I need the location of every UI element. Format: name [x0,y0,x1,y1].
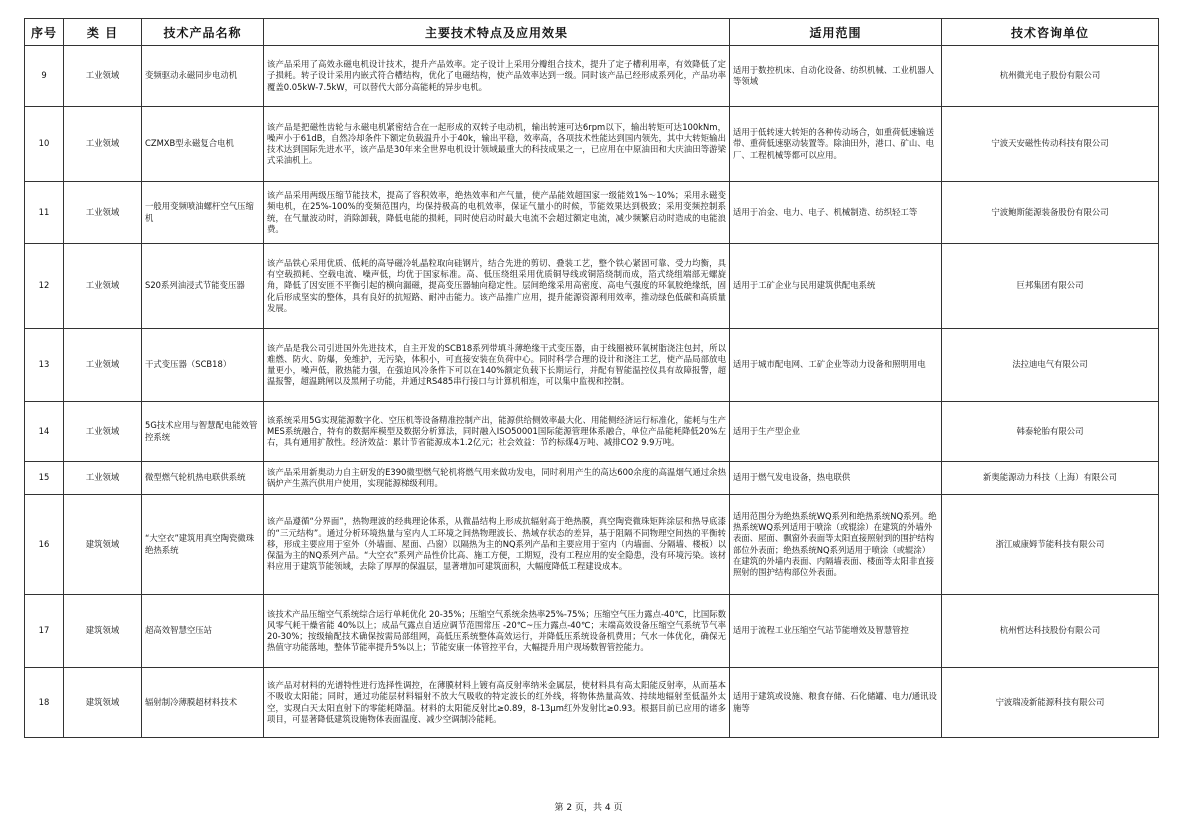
row-no: 9 [25,46,64,107]
header-unit: 技术咨询单位 [942,19,1159,46]
row-unit: 巨邦集团有限公司 [942,244,1159,329]
row-no: 12 [25,244,64,329]
row-unit: 韩泰轮胎有限公司 [942,402,1159,462]
row-field: 工业领域 [64,329,142,402]
row-features: 该产品采用新奥动力自主研发的E390微型燃气轮机将燃气用来做功发电，同时利用产生的高达600余度的高温烟气通过余热锅炉产生蒸汽供用户使用，实现能源梯级利用。 [264,462,730,495]
table-row [25,182,1159,244]
row-scope: 适用于数控机床、自动化设备、纺织机械、工业机器人等领域 [730,46,942,107]
row-no: 11 [25,182,64,244]
row-scope: 适用于建筑或设施、粮食存储、石化储罐、电力/通讯设施等 [730,668,942,738]
row-features: 该产品遵循“分界面”，热物理波的经典理论体系，从微晶结构上形成抗辐射高于绝热膜，真空陶瓷微珠矩阵涂层和热导底漆的“三元结构”。通过分析环境热量与室内人工环境之间热物理波长、热域存状态的差异，基于阻隔不同物理空间热的平衡转移，形成主要应用于室外（外墙面、屋面、凸窗）以隔热为主的NQ系列产品和主要应用于室内（内墙面、分隔墙、楼板）以保温为主的NQ系列产品。“大空衣”系列产品性价比高、施工方便，工期短，没有工程应用的安全隐患，没有环境污染。该材料应用于建筑节能领域，去除了厚厚的保温层，显著增加可建筑面积，大幅度降低工程建设成本。 [264,495,730,595]
row-no: 13 [25,329,64,402]
row-scope: 适用于燃气发电设备，热电联供 [730,462,942,495]
row-no: 16 [25,495,64,595]
row-name: 一般用变频喷油螺杆空气压缩机 [142,182,264,244]
table-row [25,462,1159,495]
row-field: 建筑领域 [64,495,142,595]
row-no: 10 [25,107,64,182]
row-name: 超高效智慧空压站 [142,595,264,668]
row-name: 辐射制冷薄膜超材料技术 [142,668,264,738]
row-features: 该产品采用两级压缩节能技术，提高了容积效率，绝热效率和产气量，使产品能效超国家一级能效1%～10%；采用永磁变频电机，在25%-100%的变频范围内，均保持极高的电机效率，保证气量小的时候，节能效果达到极致；采用变频控制系统，在气量波动时，消除卸载，降低电能的损耗，同时使启动时最大电流不会超过额定电流，减少频繁启动时造成的电能浪费。 [264,182,730,244]
row-unit: 宁波天安磁性传动科技有限公司 [942,107,1159,182]
row-name: 干式变压器（SCB18） [142,329,264,402]
row-features: 该系统采用5G实现能源数字化、空压机等设备精准控制产出，能源供给侧效率最大化、用能侧经济运行标准化，能耗与生产MES系统融合，特有的数据库模型及数据分析算法，同时融入ISO50001国际能源管理体系融合，单位产品能耗降低20%左右，具有通用扩散性。经济效益：累计节省能源成本1.2亿元；社会效益：节约标煤4万吨、减排CO2 9.9万吨。 [264,402,730,462]
row-field: 工业领域 [64,182,142,244]
row-unit: 杭州哲达科技股份有限公司 [942,595,1159,668]
table-header-row [25,19,1159,46]
row-features: 该产品对材料的光谱特性进行选择性调控，在薄膜材料上镀有高反射率纳米金属层，使材料具有高太阳能反射率，从而基本不吸收太阳能；同时，通过功能层材料辐射不放大气吸收的特定波长的红外线，将物体热量高效、持续地辐射至低温外太空，实现白天太阳直射下的零能耗降温。材料的太阳能反射比≥0.89，8-13μm红外发射比≥0.93。根据目前已应用的诸多项目，可显著降低建筑设施物体表面温度、减少空调制冷能耗。 [264,668,730,738]
row-features: 该产品是把磁性齿轮与永磁电机紧密结合在一起形成的双转子电动机，输出转速可达6rpm以下，输出转矩可达100kNm，噪声小于61dB，自然冷却条件下额定负载温升小于40k，输出平稳，效率高，各项技术性能达到国内领先，其中大转矩输出技术达到国际先进水平，该产品是30年来全世界电机设计领域最重大的科技成果之一，已应用在中原油田和大庆油田等游梁式采油机上。 [264,107,730,182]
row-unit: 新奥能源动力科技（上海）有限公司 [942,462,1159,495]
row-no: 18 [25,668,64,738]
table-row [25,595,1159,668]
table-row [25,668,1159,738]
row-scope: 适用于冶金、电力、电子、机械制造、纺织轻工等 [730,182,942,244]
row-scope: 适用于低转速大转矩的各种传动场合，如重荷低速输送带、重荷低速驱动装置等。除油田外，港口、矿山、电厂、工程机械等都可以应用。 [730,107,942,182]
row-features: 该技术产品压缩空气系统综合运行单耗优化 20-35%；压缩空气系统余热率25%-75%；压缩空气压力露点-40℃，比国际数风零气耗干燥省能 40%以上；成品气露点自适应调节范围常压 -20℃~压力露点-40℃；末端高效设备压缩空气系统节气率 20-30%；按级输配技术确保按需局部组网，高低压系统整体高效运行，并降低压系统设备机费用；气水一体优化，确保无热值守功能落地，整体节能率提升5%以上；节能安康一体管控平台，大幅提升用户现场数智管控能力。 [264,595,730,668]
row-field: 工业领域 [64,46,142,107]
row-features: 该产品是我公司引进国外先进技术，自主开发的SCB18系列带填斗薄绝缘干式变压器，由于线圈被环氧树脂浇注包封，所以难燃、防火、防爆，免维护，无污染，体积小，可直接安装在负荷中心。同时科学合理的设计和浇注工艺，使产品局部放电量更小，噪声低，散热能力强，在强迫风冷条件下可以在140%额定负载下长期运行，并配有智能温控仪具有故障报警，超温报警，超温跳闸以及黑闸子功能，并通过RS485串行接口与计算机相连，可以集中监视和控制。 [264,329,730,402]
table-row [25,244,1159,329]
row-field: 工业领域 [64,402,142,462]
header-scope: 适用范围 [730,19,942,46]
row-unit: 浙江威康姆节能科技有限公司 [942,495,1159,595]
row-field: 工业领域 [64,107,142,182]
row-unit: 法拉迪电气有限公司 [942,329,1159,402]
table-row [25,107,1159,182]
header-no: 序号 [25,19,64,46]
row-name: S20系列油浸式节能变压器 [142,244,264,329]
row-field: 建筑领域 [64,668,142,738]
page-footer: 第 2 页，共 4 页 [554,803,623,813]
row-name: 变频驱动永磁同步电动机 [142,46,264,107]
row-no: 15 [25,462,64,495]
row-no: 17 [25,595,64,668]
header-name: 技术产品名称 [142,19,264,46]
row-name: 微型燃气轮机热电联供系统 [142,462,264,495]
technology-catalog-table [24,18,1159,738]
row-name: “大空衣”建筑用真空陶瓷微珠绝热系统 [142,495,264,595]
header-features: 主要技术特点及应用效果 [264,19,730,46]
row-scope: 适用于工矿企业与民用建筑供配电系统 [730,244,942,329]
row-features: 该产品铁心采用优质、低耗的高导磁冷轧晶粒取向硅钢片，结合先进的剪切、叠装工艺，整个铁心紧固可靠、受力均衡，具有空载损耗、空载电流、噪声低，均优于国家标准。高、低压绕组采用优质铜导线或铜箔绕制而成，箔式绕组端部无螺旋角，降低了因安匝不平衡引起的横向漏磁，提高变压器轴向稳定性。层间绝缘采用高密度、高电气强度的环氧胶绝缘纸，固化后形成坚实的整体，具有良好的抗短路、耐冲击能力。该产品推广应用，提升能源资源利用效率，推动绿色低碳和高质量发展。 [264,244,730,329]
row-unit: 宁波鲍斯能源装备股份有限公司 [942,182,1159,244]
row-field: 工业领域 [64,462,142,495]
row-field: 工业领域 [64,244,142,329]
table-row [25,402,1159,462]
row-unit: 杭州微光电子股份有限公司 [942,46,1159,107]
table-row [25,495,1159,595]
row-name: 5G技术应用与智慧配电能效管控系统 [142,402,264,462]
row-unit: 宁波瑞凌新能源科技有限公司 [942,668,1159,738]
header-field: 类 目 [64,19,142,46]
row-scope: 适用于流程工业压缩空气站节能增效及智慧管控 [730,595,942,668]
table-row [25,329,1159,402]
row-field: 建筑领域 [64,595,142,668]
row-features: 该产品采用了高效永磁电机设计技术，提升产品效率。定子设计上采用分瓣组合技术，提升了定子槽利用率，有效降低了定子损耗。转子设计采用内嵌式符合槽结构，优化了电磁结构，使产品效率达到一级。同时该产品已经形成系列化，产品功率覆盖0.05kW-7.5kW，可以替代大部分高能耗的异步电机。 [264,46,730,107]
row-scope: 适用于生产型企业 [730,402,942,462]
row-scope: 适用范围分为绝热系统WQ系列和绝热系统NQ系列。绝热系统WQ系列适用于喷涂（或辊涂）在建筑的外墙外表面、屋面、飘窗外表面等太阳直接照射到的围护结构部位外表面；绝热系统NQ系列适用于喷涂（或辊涂）在建筑的外墙内表面、内隔墙表面、楼面等太阳非直接照射的围护结构部位外表面。 [730,495,942,595]
row-no: 14 [25,402,64,462]
row-name: CZMXB型永磁复合电机 [142,107,264,182]
row-scope: 适用于城市配电网、工矿企业等动力设备和照明用电 [730,329,942,402]
table-row [25,46,1159,107]
